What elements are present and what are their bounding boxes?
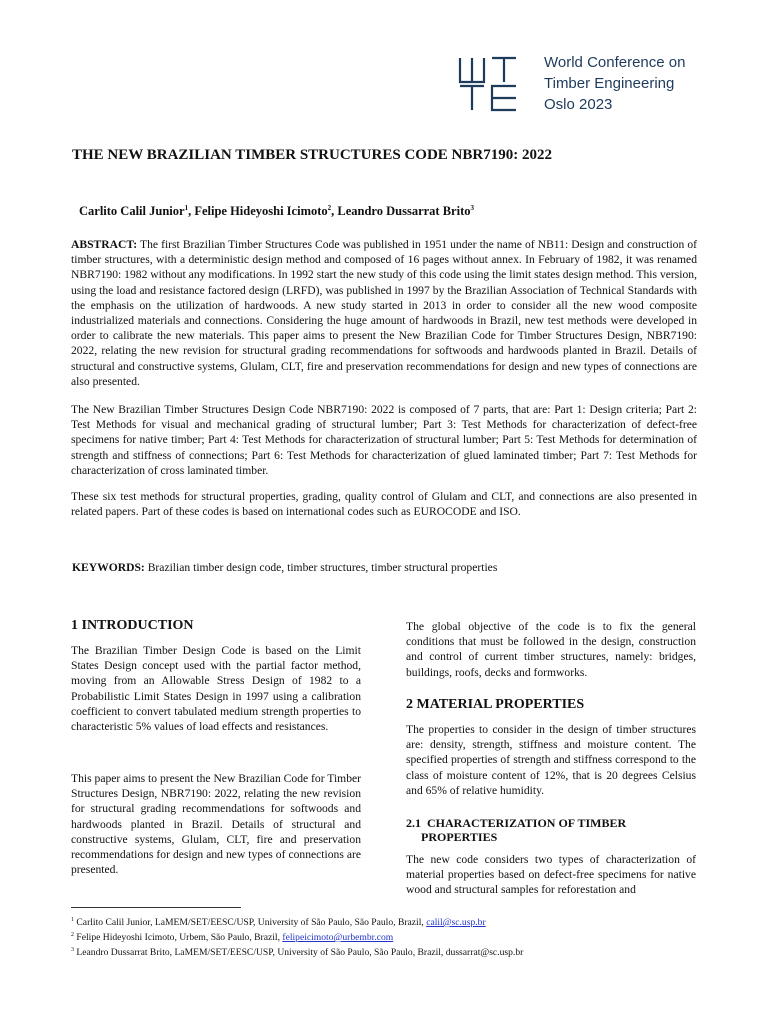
author-name: Leandro Dussarrat Brito <box>337 204 471 219</box>
footnote <box>71 929 393 944</box>
subsection-number: 2.1 <box>406 816 421 830</box>
footnote-mark: 2 <box>71 932 74 938</box>
parts-paragraph: The New Brazilian Timber Structures Design Code NBR7190: 2022 is composed of 7 parts, that are: Part 1: Design criteria; Part 2: Test Methods for visual and mechanical grading of structural lumber; Part 3: Test Methods for characterization of defect-free specimens for native timber; Part 4: Test Methods for characterization of structural lumber; Part 5: Test Methods for determination of strength and stiffness of connections; Part 6: Test Methods for characterization of glued laminated timber; Part 7: Test Methods for characterization of cross laminated timber. <box>71 403 697 477</box>
abstract-text: The first Brazilian Timber Structures Code was published in 1951 under the name of NB11: Design and construction of timber structures, with a deterministic design method and composed of 16 pages without annex. In February of 1982, it was renamed NBR7190: 1982 without any modifications. In 1992 start the new study of this code using the limit states design method. This version, using the load and resistance factored design (LRFD), was published in 1997 by the Brazilian Association of Technical Standards with the emphasis on the utilization of hardwoods. A new study started in 2013 in order to consider all the new wood composite industrialized materials and connections. Considering the huge amount of hardwoods in Brazil, new test methods were developed in order to calibrate the new materials. This paper aims to present the New Brazilian Code for Timber Structures Design, NBR7190: 2022, relating the new revision for structural grading recommendations for softwoods and hardwoods planted in Brazil. Details of structural and constructive systems, Glulam, CLT, fire and preservation recommendations for design and new types of connections are also presented. <box>71 238 697 388</box>
conference-name <box>544 52 685 115</box>
keywords-text: Brazilian timber design code, timber structures, timber structural properties <box>147 561 498 574</box>
section-heading-introduction: 1 INTRODUCTION <box>71 618 194 633</box>
footnote <box>71 914 486 929</box>
footnote-text: Carlito Calil Junior, LaMEM/SET/EESC/USP, University of São Paulo, São Paulo, Brazil, <box>76 917 427 929</box>
conference-line: World Conference on <box>544 54 686 71</box>
subsection-heading-characterization <box>406 816 626 844</box>
subsection-title: CHARACTERIZATION OF TIMBER <box>427 816 627 830</box>
keywords <box>72 561 497 574</box>
footnote-divider <box>71 907 241 908</box>
email-link[interactable]: calil@sc.usp.br <box>426 917 486 929</box>
conference-line: Timber Engineering <box>544 75 675 92</box>
footnote <box>71 944 523 959</box>
author-separator: , <box>188 204 195 219</box>
material-paragraph-1: The properties to consider in the design of timber structures are: density, strength, stiffness and moisture content. The specified properties of strength and stiffness correspond to the class of moisture content of 12%, that is 20 degrees Celsius and 65% of relative humidity. <box>406 723 696 797</box>
material-paragraph-2: The new code considers two types of characterization of material properties based on defect-free specimens for native wood and structural samples for reforestation and <box>406 853 696 897</box>
author-separator: , <box>331 204 338 219</box>
author-name: Carlito Calil Junior <box>79 204 185 219</box>
subsection-title-continued: PROPERTIES <box>421 830 498 844</box>
footnote-mark: 3 <box>71 947 74 953</box>
abstract-label: ABSTRACT: <box>71 238 138 251</box>
author-list <box>79 204 474 219</box>
section-heading-material-properties: 2 MATERIAL PROPERTIES <box>406 697 585 712</box>
intro-paragraph-1: The Brazilian Timber Design Code is based on the Limit States Design concept used with the partial factor method, moving from an Allowable Stress Design of 1982 to a Probabilistic Limit States Design in 1997 using a calibration coefficient to convert tabulated medium strength properties to characteristic 5% values of load effects and resistances. <box>71 644 361 734</box>
intro-paragraph-2: This paper aims to present the New Brazilian Code for Timber Structures Design, NBR7190: 2022, relating the new revision for structural grading recommendations for softwoods and hardwoods planted in Brazil. Details of structural and constructive systems, Glulam, CLT, fire and preservation recommendations for design and new types of connections are presented. <box>71 772 361 877</box>
footnote-mark: 1 <box>71 917 74 923</box>
wcte-logo-icon <box>458 56 518 112</box>
paper-title: THE NEW BRAZILIAN TIMBER STRUCTURES CODE NBR7190: 2022 <box>72 147 552 163</box>
author-mark: 2 <box>327 204 332 212</box>
email-link[interactable]: felipeicimoto@urbembr.com <box>282 932 394 944</box>
methods-paragraph: These six test methods for structural properties, grading, quality control of Glulam and CLT, and connections are also presented in related papers. Part of these codes is based on international codes such as EUROCODE and ISO. <box>71 490 697 519</box>
keywords-label: KEYWORDS: <box>72 561 145 574</box>
conference-line: Oslo 2023 <box>544 96 613 113</box>
intro-paragraph-3: The global objective of the code is to fix the general conditions that must be followed in the design, construction and control of current timber structures, namely: bridges, buildings, roofs, decks and formworks. <box>406 620 696 679</box>
author-name: Felipe Hideyoshi Icimoto <box>194 204 328 219</box>
author-mark: 3 <box>470 204 474 212</box>
abstract <box>71 237 697 389</box>
footnote-text: Felipe Hideyoshi Icimoto, Urbem, São Paulo, Brazil, <box>76 932 283 944</box>
footnote-email: dussarrat@sc.usp.br <box>445 947 524 959</box>
author-mark: 1 <box>184 204 189 212</box>
footnote-text: Leandro Dussarrat Brito, LaMEM/SET/EESC/USP, University of São Paulo, São Paulo, Brazil, <box>76 947 446 959</box>
